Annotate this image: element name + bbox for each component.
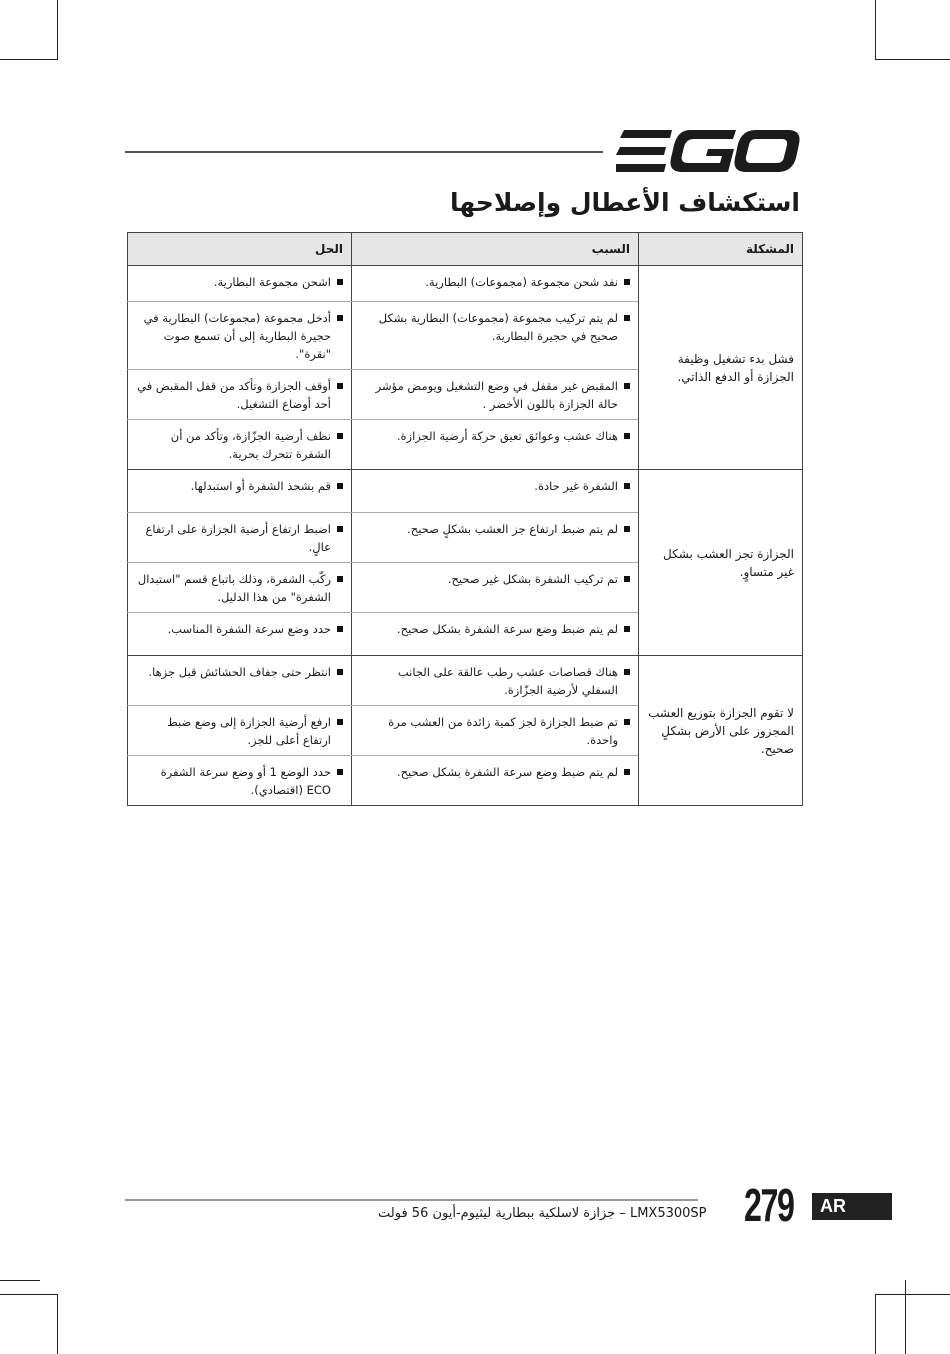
ego-logo <box>616 128 800 174</box>
table-header-row <box>128 233 803 266</box>
cause-text: هناك قصاصات عشب رطب عالقة على الجانب السفلي لأرضية الجزّازة. <box>397 665 618 697</box>
crop-mark <box>57 1294 58 1354</box>
cause-cell <box>352 706 639 756</box>
solution-cell <box>128 656 352 706</box>
solution-text: أوقف الجزازة وتأكد من قفل المقبض في أحد أوضاع التشغيل. <box>137 379 331 411</box>
footer-rule <box>125 1199 698 1201</box>
solution-cell <box>128 470 352 513</box>
cause-text: تم ضبط الجزازة لجز كمية زائدة من العشب مرة واحدة. <box>388 715 618 747</box>
language-badge: AR <box>812 1193 892 1220</box>
bullet-icon <box>624 576 630 582</box>
bullet-icon <box>624 279 630 285</box>
cause-cell <box>352 420 639 470</box>
page-number: 279 <box>744 1179 794 1231</box>
problem-cell: فشل بدء تشغيل وظيفة الجزازة أو الدفع الذاتي. <box>639 266 803 470</box>
bullet-icon <box>337 626 343 632</box>
solution-text: نظف أرضية الجزّازة، وتأكد من أن الشفرة تتحرك بحرية. <box>170 429 331 461</box>
cause-cell <box>352 656 639 706</box>
header-rule <box>125 151 603 153</box>
cause-cell <box>352 470 639 513</box>
crop-mark <box>0 1294 58 1295</box>
cause-cell <box>352 266 639 302</box>
cause-text: الشفرة غير حادة. <box>534 479 618 493</box>
bullet-icon <box>337 433 343 439</box>
cause-text: نفد شحن مجموعة (مجموعات) البطارية. <box>425 275 618 289</box>
solution-cell <box>128 266 352 302</box>
problem-cell: الجزازة تجز العشب بشكل غير متساوٍ. <box>639 470 803 656</box>
cause-text: لم يتم تركيب مجموعة (مجموعات) البطارية بشكل صحيح في حجيرة البطارية. <box>378 311 618 343</box>
cause-text: لم يتم ضبط وضع سرعة الشفرة بشكل صحيح. <box>396 622 618 636</box>
bullet-icon <box>624 433 630 439</box>
crop-mark <box>875 1294 950 1295</box>
crop-mark <box>0 1280 40 1281</box>
crop-mark <box>875 59 950 60</box>
bullet-icon <box>337 483 343 489</box>
page-title: استكشاف الأعطال وإصلاحها <box>449 188 800 217</box>
cause-text: المقبض غير مقفل في وضع التشغيل ويومض مؤشر حالة الجزازة باللون الأخضر . <box>375 379 618 411</box>
solution-cell <box>128 302 352 370</box>
bullet-icon <box>337 669 343 675</box>
crop-mark <box>875 0 876 60</box>
footer-text: LMX5300SP – جزازة لاسلكية ببطارية ليثيوم-أيون 56 فولت <box>378 1206 707 1221</box>
header-solution: الحل <box>128 233 352 266</box>
solution-cell <box>128 613 352 656</box>
bullet-icon <box>624 769 630 775</box>
bullet-icon <box>337 279 343 285</box>
cause-text: لم يتم ضبط ارتفاع جز العشب بشكلٍ صحيح. <box>407 522 618 536</box>
header-cause: السبب <box>352 233 639 266</box>
solution-cell <box>128 563 352 613</box>
bullet-icon <box>624 315 630 321</box>
solution-cell <box>128 420 352 470</box>
cause-cell <box>352 563 639 613</box>
table-row <box>128 470 803 513</box>
bullet-icon <box>624 526 630 532</box>
troubleshooting-table <box>127 232 803 806</box>
table-row <box>128 656 803 706</box>
cause-cell <box>352 302 639 370</box>
bullet-icon <box>337 719 343 725</box>
bullet-icon <box>337 769 343 775</box>
solution-cell <box>128 370 352 420</box>
cause-text: هناك عشب وعوائق تعيق حركة أرضية الجزازة. <box>396 429 618 443</box>
cause-cell <box>352 756 639 806</box>
bullet-icon <box>337 383 343 389</box>
bullet-icon <box>337 576 343 582</box>
cause-cell <box>352 513 639 563</box>
crop-mark <box>875 1294 876 1354</box>
cause-cell <box>352 370 639 420</box>
solution-text: قم بشحذ الشفرة أو استبدلها. <box>190 479 331 493</box>
bullet-icon <box>337 315 343 321</box>
cause-text: لم يتم ضبط وضع سرعة الشفرة بشكل صحيح. <box>396 765 618 779</box>
bullet-icon <box>624 719 630 725</box>
solution-text: حدد وضع سرعة الشفرة المناسب. <box>167 622 331 636</box>
cause-cell <box>352 613 639 656</box>
bullet-icon <box>624 383 630 389</box>
solution-cell <box>128 756 352 806</box>
solution-text: اشحن مجموعة البطارية. <box>213 275 331 289</box>
solution-text: انتظر حتى جفاف الحشائش قبل جزها. <box>148 665 331 679</box>
solution-text: اضبط ارتفاع أرضية الجزازة على ارتفاع عالٍ. <box>145 522 331 554</box>
solution-text: ركّب الشفرة، وذلك باتباع قسم "استبدال الشفرة" من هذا الدليل. <box>137 572 331 604</box>
bullet-icon <box>624 669 630 675</box>
solution-text: حدد الوضع 1 أو وضع سرعة الشفرة ECO (اقتصادي). <box>160 765 331 797</box>
solution-text: ارفع أرضية الجزازة إلى وضع ضبط ارتفاع أعلى للجز. <box>167 715 331 747</box>
header-problem: المشكلة <box>639 233 803 266</box>
cause-text: تم تركيب الشفرة بشكل غير صحيح. <box>447 572 618 586</box>
solution-text: أدخل مجموعة (مجموعات) البطارية في حجيرة البطارية إلى أن تسمع صوت "نقرة". <box>143 311 331 361</box>
crop-mark <box>905 1280 906 1354</box>
solution-cell <box>128 706 352 756</box>
bullet-icon <box>624 483 630 489</box>
problem-cell: لا تقوم الجزازة بتوزيع العشب المجزوز على الأرض بشكلٍ صحيح. <box>639 656 803 806</box>
table-row <box>128 266 803 302</box>
bullet-icon <box>624 626 630 632</box>
crop-mark <box>57 0 58 60</box>
bullet-icon <box>337 526 343 532</box>
crop-mark <box>0 59 58 60</box>
solution-cell <box>128 513 352 563</box>
